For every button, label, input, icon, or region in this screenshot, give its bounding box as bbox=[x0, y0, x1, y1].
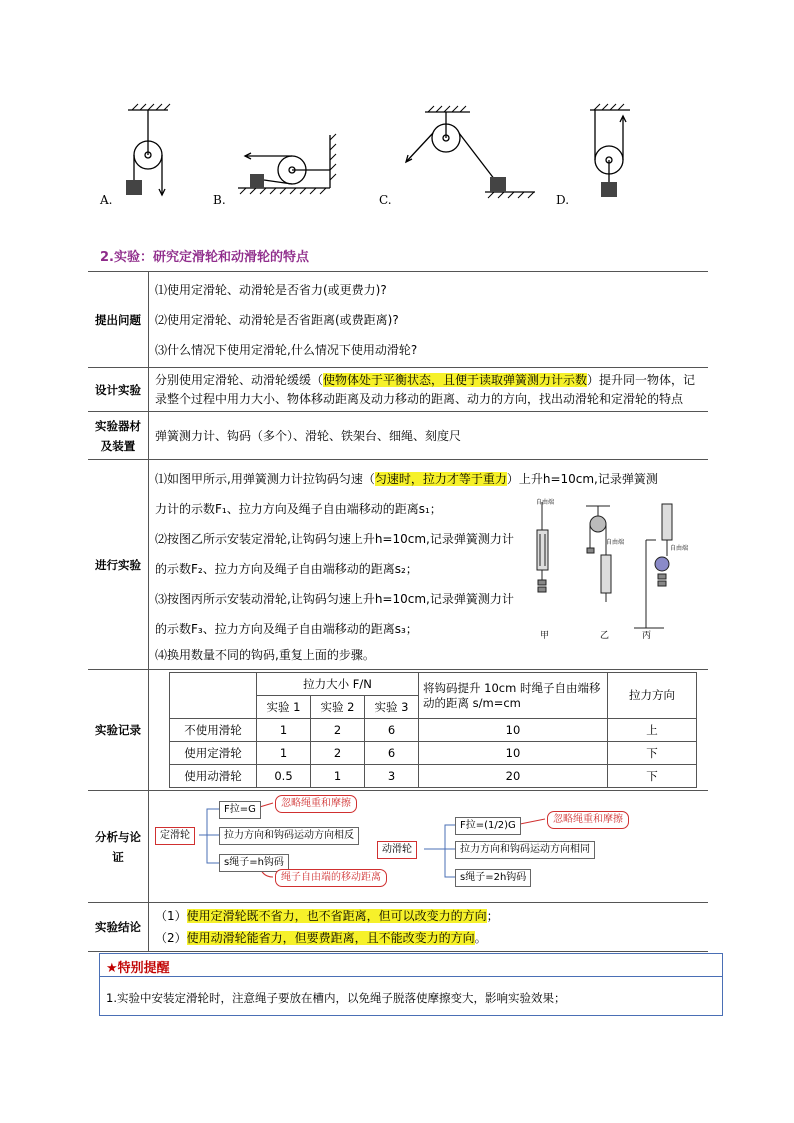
conclusion-2: 使用动滑轮能省力，但要费距离，且不能改变力的方向 bbox=[186, 931, 475, 945]
table-row bbox=[170, 742, 697, 765]
header-exp3: 实验 3 bbox=[365, 696, 419, 719]
fixed-distance-node: s绳子=h钩码 bbox=[219, 854, 289, 872]
analysis-diagram bbox=[149, 791, 709, 903]
cell-value: 6 bbox=[365, 719, 419, 742]
header-exp1: 实验 1 bbox=[257, 696, 311, 719]
section-title: 2.实验：研究定滑轮和动滑轮的特点 bbox=[100, 250, 309, 265]
cell-value: 10 bbox=[419, 742, 608, 765]
question-2: ⑵使用定滑轮、动滑轮是否省距离(或费距离)? bbox=[155, 312, 399, 327]
proc-l1-pre: ⑴如图甲所示,用弹簧测力计拉钩码匀速（ bbox=[155, 471, 375, 486]
row-label-conclusion: 实验结论 bbox=[88, 903, 149, 952]
header-force: 拉力大小 F/N bbox=[257, 673, 419, 696]
proc-l1-post: ）上升h=10cm,记录弹簧测 bbox=[506, 471, 658, 486]
table-row bbox=[170, 719, 697, 742]
fixed-force-node: F拉=G bbox=[219, 801, 261, 819]
cell-value: 3 bbox=[365, 765, 419, 788]
row-label-analysis-2: 证 bbox=[112, 849, 124, 864]
equipment-text: 弹簧测力计、钩码（多个）、滑轮、铁架台、细绳、刻度尺 bbox=[149, 412, 709, 460]
cell-value: 1 bbox=[257, 742, 311, 765]
reminder-divider bbox=[100, 976, 722, 977]
header-direction: 拉力方向 bbox=[608, 673, 697, 719]
cell-value: 6 bbox=[365, 742, 419, 765]
fixed-distance-note: 绳子自由端的移动距离 bbox=[275, 869, 387, 887]
row-label-design: 设计实验 bbox=[88, 368, 149, 412]
design-text-post: ）提升同一物体，记录整个过程中用力大小、物体移动距离及动力移动的距离、动力的方向，找出动滑轮和定滑轮的特点 bbox=[155, 372, 696, 406]
row-name: 使用定滑轮 bbox=[170, 742, 257, 765]
row-label-question: 提出问题 bbox=[88, 272, 149, 368]
row-name: 使用动滑轮 bbox=[170, 765, 257, 788]
conclusion-1: 使用定滑轮既不省力，也不省距离，但可以改变力的方向 bbox=[186, 909, 487, 923]
proc-l2: 力计的示数F₁、拉力方向及绳子自由端移动的距离s₁； bbox=[155, 501, 442, 516]
movable-force-note: 忽略绳重和摩擦 bbox=[547, 811, 629, 829]
row-label-record: 实验记录 bbox=[88, 670, 149, 791]
cell-value: 20 bbox=[419, 765, 608, 788]
movable-distance-node: s绳子=2h钩码 bbox=[455, 869, 531, 887]
cell-value: 10 bbox=[419, 719, 608, 742]
option-a-label: A. bbox=[100, 193, 113, 207]
special-reminder-box bbox=[99, 953, 723, 1016]
proc-l4: 的示数F₂、拉力方向及绳子自由端移动的距离s₂； bbox=[155, 561, 418, 576]
header-distance: 将钩码提升 10cm 时绳子自由端移动的距离 s/m=cm bbox=[419, 673, 608, 719]
proc-l6: 的示数F₃、拉力方向及绳子自由端移动的距离s₃； bbox=[155, 621, 418, 636]
question-3: ⑶什么情况下使用定滑轮,什么情况下使用动滑轮? bbox=[155, 342, 418, 357]
reminder-title: ★特别提醒 bbox=[106, 961, 170, 976]
cell-value: 下 bbox=[608, 742, 697, 765]
row-label-analysis: 分析与论 bbox=[95, 829, 141, 844]
record-table bbox=[169, 672, 697, 788]
option-d-label: D. bbox=[556, 193, 570, 207]
cell-value: 1 bbox=[311, 765, 365, 788]
cell-value: 0.5 bbox=[257, 765, 311, 788]
cell-value: 2 bbox=[311, 719, 365, 742]
experiment-table bbox=[88, 271, 708, 952]
fig-label-free-3: 自由端 bbox=[670, 545, 689, 552]
fig-caption-yi: 乙 bbox=[600, 631, 610, 641]
conclusion-1-prefix: （1） bbox=[155, 909, 187, 923]
proc-l5: ⑶按图丙所示安装动滑轮,让钩码匀速上升h=10cm,记录弹簧测力计 bbox=[155, 591, 514, 606]
conclusion-2-prefix: （2） bbox=[155, 931, 187, 945]
fig-label-free-2: 自由端 bbox=[606, 539, 625, 546]
conclusion-1-suffix: ； bbox=[486, 909, 499, 923]
fig-label-free-1: 自由端 bbox=[536, 499, 555, 506]
fig-caption-jia: 甲 bbox=[540, 631, 550, 641]
row-label-equipment-2: 及装置 bbox=[100, 438, 136, 453]
fig-caption-bing: 丙 bbox=[642, 631, 652, 641]
cell-value: 2 bbox=[311, 742, 365, 765]
proc-l7: ⑷换用数量不同的钩码,重复上面的步骤。 bbox=[155, 647, 375, 662]
design-text-pre: 分别使用定滑轮、动滑轮缓缓（ bbox=[155, 372, 324, 387]
option-c-label: C. bbox=[379, 193, 392, 207]
conclusion-2-suffix: 。 bbox=[474, 931, 487, 945]
cell-value: 上 bbox=[608, 719, 697, 742]
cell-value: 1 bbox=[257, 719, 311, 742]
fixed-force-note: 忽略绳重和摩擦 bbox=[275, 795, 357, 813]
design-highlight: 使物体处于平衡状态，且便于读取弹簧测力计示数 bbox=[323, 372, 588, 387]
movable-force-node: F拉=(1/2)G bbox=[455, 817, 521, 835]
movable-direction-node: 拉力方向和钩码运动方向相同 bbox=[455, 841, 595, 859]
reminder-text: 1.实验中安装定滑轮时，注意绳子要放在槽内，以免绳子脱落使摩擦变大，影响实验效果； bbox=[106, 991, 566, 1005]
header-exp2: 实验 2 bbox=[311, 696, 365, 719]
question-1: ⑴使用定滑轮、动滑轮是否省力(或更费力)? bbox=[155, 282, 387, 297]
option-b-label: B. bbox=[213, 193, 226, 207]
movable-pulley-node: 动滑轮 bbox=[377, 841, 417, 859]
fixed-pulley-node: 定滑轮 bbox=[155, 827, 195, 845]
row-label-procedure: 进行实验 bbox=[88, 460, 149, 670]
apparatus-figure bbox=[534, 499, 689, 641]
row-name: 不使用滑轮 bbox=[170, 719, 257, 742]
row-label-equipment: 实验器材 bbox=[95, 418, 141, 433]
fixed-direction-node: 拉力方向和钩码运动方向相反 bbox=[219, 827, 359, 845]
table-row bbox=[170, 765, 697, 788]
proc-l1-highlight: 匀速时，拉力才等于重力 bbox=[374, 471, 507, 486]
proc-l3: ⑵按图乙所示安装定滑轮,让钩码匀速上升h=10cm,记录弹簧测力计 bbox=[155, 531, 514, 546]
cell-value: 下 bbox=[608, 765, 697, 788]
